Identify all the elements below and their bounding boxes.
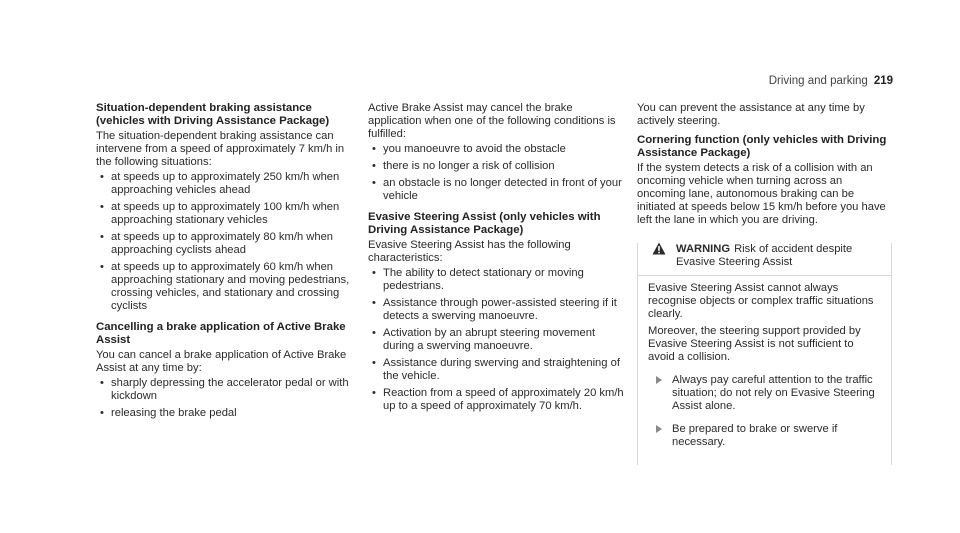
warning-label: WARNING xyxy=(676,243,731,255)
list-item: • Assistance during swerving and straightening of the vehicle. xyxy=(368,357,624,383)
list-item: • at speeds up to approximately 250 km/h when approaching vehicles ahead xyxy=(96,171,354,197)
list-item: • Activation by an abrupt steering movement during a swerving manoeuvre. xyxy=(368,327,624,353)
step-text: Always pay careful attention to the traffic situation; do not rely on Evasive Steering Assist alone. xyxy=(672,374,875,412)
list-item: • releasing the brake pedal xyxy=(96,407,354,420)
paragraph-intro: The situation-dependent braking assistance can intervene from a speed of approximately 7 km/h in the following situations: xyxy=(96,130,345,168)
heading-cornering: Cornering function (only vehicles with Driving Assistance Package) xyxy=(637,134,887,159)
page-header xyxy=(769,75,893,87)
step-text: Be prepared to brake or swerve if necessary. xyxy=(672,423,838,448)
characteristics-list xyxy=(368,267,624,413)
paragraph-cancel-conditions: Active Brake Assist may cancel the brake application when one of the following conditions is fulfilled: xyxy=(368,102,616,140)
cancel-list xyxy=(96,377,354,420)
paragraph-cornering: If the system detects a risk of a collision with an oncoming vehicle when turning across an oncoming lane, autonomous braking can be initiated at speeds below 15 km/h before you have left the lane in which you are driving. xyxy=(637,162,886,226)
list-item: • an obstacle is no longer detected in front of your vehicle xyxy=(368,177,624,203)
list-item: • there is no longer a risk of collision xyxy=(368,160,624,173)
heading-evasive-steering: Evasive Steering Assist (only vehicles with Driving Assistance Package) xyxy=(368,211,601,236)
list-item: • at speeds up to approximately 80 km/h when approaching cyclists ahead xyxy=(96,231,354,257)
heading-cancel-brake: Cancelling a brake application of Active Brake Assist xyxy=(96,321,346,346)
warning-header xyxy=(638,243,891,276)
heading-situation-braking: Situation-dependent braking assistance (vehicles with Driving Assistance Package) xyxy=(96,102,330,127)
paragraph-prevent: You can prevent the assistance at any time by actively steering. xyxy=(637,102,865,127)
column-2 xyxy=(368,102,624,421)
paragraph-characteristics: Evasive Steering Assist has the following characteristics: xyxy=(368,239,571,264)
warning-box xyxy=(637,243,892,465)
warning-paragraph: Moreover, the steering support provided by Evasive Steering Assist is not sufficient to avoid a collision. xyxy=(648,325,861,363)
list-item: • Reaction from a speed of approximately 20 km/h up to a speed of approximately 70 km/h. xyxy=(368,387,624,413)
section-title: Driving and parking xyxy=(768,75,868,87)
warning-paragraph: Evasive Steering Assist cannot always recognise objects or complex traffic situations clearly. xyxy=(648,282,874,320)
warning-title: Risk of accident despite Evasive Steering Assist xyxy=(676,243,853,268)
paragraph-cancel: You can cancel a brake application of Active Brake Assist at any time by: xyxy=(96,349,347,374)
column-3 xyxy=(637,102,892,465)
list-item: • at speeds up to approximately 100 km/h when approaching stationary vehicles xyxy=(96,201,354,227)
instruction-step xyxy=(648,374,881,413)
arrow-right-icon xyxy=(656,425,662,433)
warning-triangle-icon xyxy=(652,242,666,255)
list-item: • you manoeuvre to avoid the obstacle xyxy=(368,143,624,156)
conditions-list xyxy=(368,143,624,203)
list-item: • Assistance through power-assisted steering if it detects a swerving manoeuvre. xyxy=(368,297,624,323)
column-1 xyxy=(96,102,354,428)
speed-list xyxy=(96,171,354,313)
arrow-right-icon xyxy=(656,376,662,384)
list-item: • sharply depressing the accelerator pedal or with kickdown xyxy=(96,377,354,403)
list-item: • The ability to detect stationary or moving pedestrians. xyxy=(368,267,624,293)
instruction-step xyxy=(648,423,881,449)
list-item: • at speeds up to approximately 60 km/h when approaching stationary and moving pedestrians, crossing vehicles, and stationary and crossing cyclists xyxy=(96,261,354,313)
page-number: 219 xyxy=(873,75,893,87)
